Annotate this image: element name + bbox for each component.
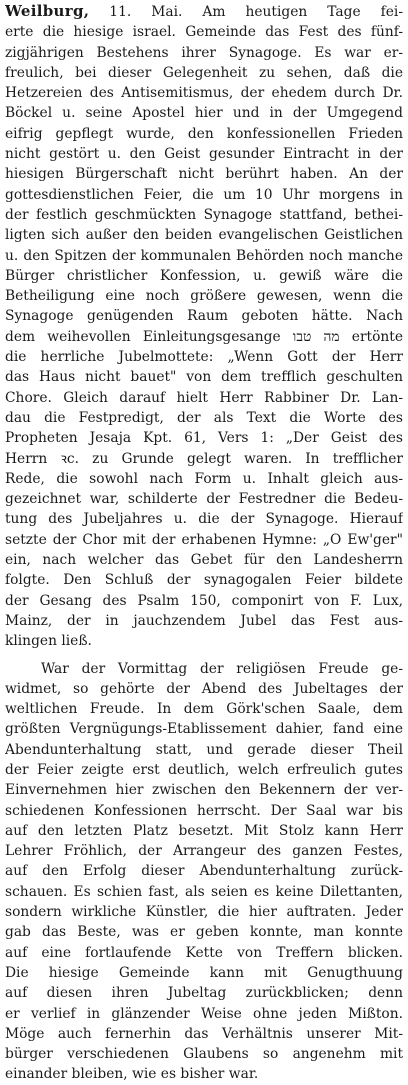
- text-line: [5, 983, 403, 1003]
- line-text: die herrliche Jubelmottete: „Wenn Gott der Herr: [5, 349, 403, 366]
- line-text: Rede, die sowohl nach Form u. Inhalt gleich aus-: [5, 470, 403, 487]
- line-text: größten Vergnügungs-Etablissement dahier, fand eine: [5, 721, 403, 738]
- text-line: [5, 408, 403, 428]
- text-line: [5, 83, 403, 103]
- text-line: [5, 164, 403, 184]
- line-text: folgte. Den Schluß der synagogalen Feier bildete: [5, 572, 403, 589]
- line-text: er verlief in glänzender Weise ohne jeden Mißton.: [5, 1005, 403, 1022]
- text-line: [5, 388, 403, 408]
- text-line: [5, 570, 403, 590]
- text-line: [5, 699, 403, 719]
- text-line: [5, 124, 403, 144]
- text-line: [5, 428, 403, 448]
- line-text: zigjährigen Bestehens ihrer Synagoge. Es war er-: [5, 44, 403, 61]
- text-line: [5, 1, 403, 22]
- line-text: auf diesen ihren Jubeltag zurückblicken; denn: [5, 985, 403, 1002]
- line-text: auf eine fortlaufende Kette von Treffern blicken.: [5, 944, 403, 961]
- line-text: nicht gestört u. den Geist gesunder Eintracht in der: [5, 146, 403, 163]
- text-line: [5, 679, 403, 699]
- text-line: [5, 780, 403, 800]
- text-line: [5, 43, 403, 63]
- line-text: Betheiligung eine noch größere gewesen, wenn die: [5, 288, 403, 305]
- line-text: sondern wirkliche Künstler, die hier auftraten. Jeder: [5, 904, 403, 921]
- line-text: Synagoge genügenden Raum geboten hätte. Nach: [5, 308, 403, 325]
- text-line: [5, 347, 403, 367]
- line-text: der festlich geschmückten Synagoge stattfand, bethei-: [5, 206, 403, 223]
- text-line: [5, 509, 403, 529]
- line-text: Chore. Gleich darauf hielt Herr Rabbiner Dr. Lan-: [5, 389, 403, 406]
- text-line: [5, 719, 403, 739]
- text-line: [5, 266, 403, 286]
- line-text: u. den Spitzen der kommunalen Behörden noch manche: [5, 247, 403, 264]
- text-line: [5, 1024, 403, 1044]
- text-line: [5, 943, 403, 963]
- line-text: dau die Festpredigt, der als Text die Worte des: [5, 409, 403, 426]
- line-text: klingen ließ.: [5, 633, 92, 650]
- line-text: schauen. Es schien fast, als seien es keine Dilettanten,: [5, 883, 403, 900]
- line-text: dem weihevollen Einleitungsgesange מה טבו ertönte: [5, 328, 403, 345]
- text-line: [5, 286, 403, 306]
- text-line: [5, 63, 403, 83]
- text-line: [5, 1004, 403, 1024]
- line-text: ein, nach welcher das Gebet für den Landesherrn: [5, 552, 403, 569]
- text-line: [5, 922, 403, 942]
- text-line: [5, 449, 403, 469]
- line-text: Bürger christlicher Konfession, u. gewiß wäre die: [5, 267, 403, 284]
- text-line: [5, 1064, 403, 1084]
- text-line: [5, 591, 403, 611]
- text-line: [5, 963, 403, 983]
- line-text: auf den letzten Platz besetzt. Mit Stolz kann Herr: [5, 822, 403, 839]
- line-text: Lehrer Fröhlich, der Arrangeur des ganzen Festes,: [5, 843, 403, 860]
- line-text: bürger verschiedenen Glaubens so angenehm mit: [5, 1046, 403, 1063]
- line-text: Mainz, der in jauchzendem Jubel das Fest aus-: [5, 612, 403, 629]
- text-line: [5, 821, 403, 841]
- line-text: Hetzereien des Antisemitismus, der ehedem durch Dr.: [5, 85, 403, 102]
- line-text: einander bleiben, wie es bisher war.: [5, 1066, 259, 1083]
- line-text: Abendunterhaltung statt, und gerade dieser Theil: [5, 741, 403, 758]
- line-text: weltlichen Freude. In dem Görk'schen Saale, dem: [5, 701, 403, 718]
- line-text: eifrig gepflegt wurde, den konfessionellen Frieden: [5, 125, 403, 142]
- paragraph-gap: [5, 652, 403, 659]
- line-text: der Gesang des Psalm 150, componirt von F. Lux,: [5, 592, 403, 609]
- line-text: schiedenen Konfessionen herrscht. Der Saal war bis: [5, 802, 403, 819]
- text-line: [5, 659, 403, 679]
- line-text: Einvernehmen hier zwischen den Bekennern der ver-: [5, 782, 403, 799]
- line-text: gezeichnet war, schilderte der Festredner die Bedeu-: [5, 491, 403, 508]
- line-text: gab das Beste, was er geben konnte, man konnte: [5, 924, 403, 941]
- text-line: [5, 144, 403, 164]
- text-line: [5, 1044, 403, 1064]
- line-text: Propheten Jesaja Kpt. 61, Vers 1: „Der Geist des: [5, 430, 403, 447]
- text-line: [5, 760, 403, 780]
- line-text: freulich, bei dieser Gelegenheit zu sehen, daß die: [5, 64, 403, 81]
- text-line: [5, 631, 403, 651]
- text-line: [5, 22, 403, 42]
- text-line: [5, 550, 403, 570]
- line-text: tung des Jubeljahres u. die der Synagoge. Hierauf: [5, 511, 403, 528]
- line-text: der Feier zeigte erst deutlich, welch erfreulich gutes: [5, 761, 403, 778]
- line-text: erte die hiesige israel. Gemeinde das Fest des fünf-: [5, 24, 403, 41]
- text-line: [5, 225, 403, 245]
- line-text: widmet, so gehörte der Abend des Jubeltages der: [5, 680, 403, 697]
- text-line: [5, 801, 403, 821]
- text-line: [5, 103, 403, 123]
- text-line: [5, 861, 403, 881]
- text-line: [5, 205, 403, 225]
- text-line: [5, 469, 403, 489]
- text-line: [5, 306, 403, 326]
- line-text: auf den Erfolg dieser Abendunterhaltung zurück-: [5, 863, 403, 880]
- text-line: [5, 185, 403, 205]
- article-paragraph-3: [5, 659, 403, 1085]
- text-line: [5, 489, 403, 509]
- dateline: Weilburg,: [5, 2, 90, 20]
- article-paragraph-2: [5, 611, 403, 652]
- text-line: [5, 246, 403, 266]
- line-text: das Haus nicht bauet" von dem trefflich geschulten: [5, 369, 403, 386]
- text-line: [5, 740, 403, 760]
- line-text: setzte der Chor mit der erhabenen Hymne: „O Ew'ger": [5, 531, 403, 548]
- text-line: [5, 882, 403, 902]
- line-text: War der Vormittag der religiösen Freude ge-: [41, 660, 403, 677]
- text-line: [5, 841, 403, 861]
- line-text: hiesigen Bürgerschaft nicht berührt haben. An der: [5, 166, 403, 183]
- line-text: 11. Mai. Am heutigen Tage fei-: [89, 4, 403, 20]
- text-line: [5, 327, 403, 347]
- article-paragraph-1: [5, 1, 403, 611]
- line-text: Möge auch fernerhin das Verhältnis unserer Mit-: [5, 1025, 403, 1042]
- line-text: Böckel u. seine Apostel hier und in der Umgegend: [5, 105, 403, 122]
- line-text: gottesdienstlichen Feier, die um 10 Uhr morgens in: [5, 186, 403, 203]
- text-line: [5, 611, 403, 631]
- line-text: Herrn ꝛc. zu Grunde gelegt waren. In trefflicher: [5, 450, 403, 467]
- text-line: [5, 367, 403, 387]
- line-text: Die hiesige Gemeinde kann mit Genugthuung: [5, 964, 403, 981]
- line-text: ligten sich außer den beiden evangelischen Geistlichen: [5, 227, 403, 244]
- text-line: [5, 530, 403, 550]
- text-line: [5, 902, 403, 922]
